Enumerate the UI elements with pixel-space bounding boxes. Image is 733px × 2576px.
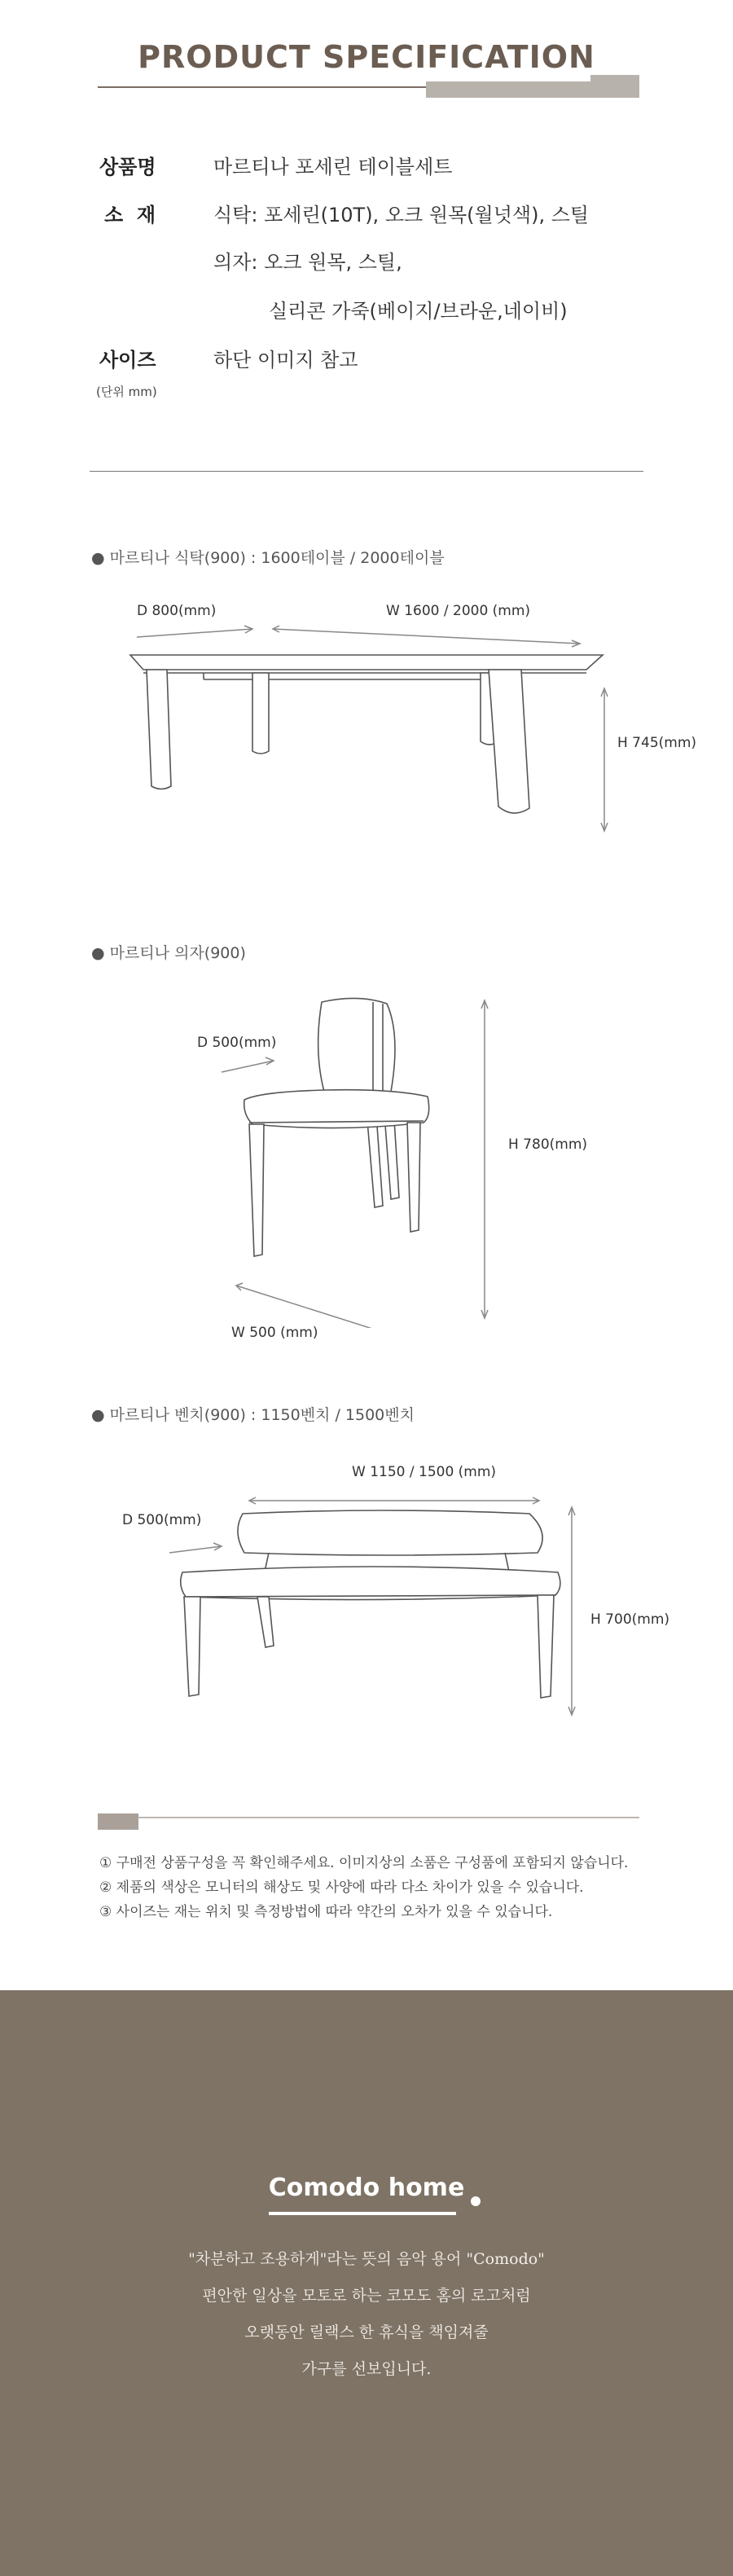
note-2: ② 제품의 색상은 모니터의 해상도 및 사양에 따라 다소 차이가 있을 수 있습니다. [99,1879,584,1896]
spec-name-value: 마르티나 포세린 테이블세트 [213,156,453,178]
notes-accent-bar [98,1813,138,1830]
chair-depth-label: D 500(mm) [197,1035,277,1051]
brand-logo-underline [269,2212,456,2215]
table-depth-label: D 800(mm) [137,603,217,619]
spec-material-line3: 실리콘 가죽(베이지/브라운,네이비) [269,300,568,323]
table-drawing [0,619,733,937]
bench-section-title: ● 마르티나 벤치(900) : 1150벤치 / 1500벤치 [91,1406,415,1424]
spec-material-line1: 식탁: 포세린(10T), 오크 원목(월넛색), 스틸 [213,204,590,226]
slogan-line-3: 오랫동안 릴랙스 한 휴식을 책임져줄 [244,2323,489,2341]
chair-height-label: H 780(mm) [508,1136,588,1153]
slogan-line-2: 편안한 일상을 모토로 하는 코모도 홈의 로고처럼 [202,2287,531,2305]
spec-material-line2: 의자: 오크 원목, 스틸, [213,251,402,274]
chair-width-label: W 500 (mm) [231,1325,318,1341]
note-3: ③ 사이즈는 재는 위치 및 측정방법에 따라 약간의 오차가 있을 수 있습니다. [99,1904,553,1920]
table-section-title: ● 마르티나 식탁(900) : 1600테이블 / 2000테이블 [91,549,445,567]
chair-section-title: ● 마르티나 의자(900) [91,944,246,962]
table-height-label: H 745(mm) [617,735,697,751]
brand-logo-dot [471,2196,481,2206]
title-accent-block [590,75,639,98]
slogan-line-1: "차분하고 조용하게"라는 뜻의 음악 용어 "Comodo" [188,2250,545,2268]
note-1: ① 구매전 상품구성을 꼭 확인해주세요. 이미지상의 소품은 구성품에 포함되지 않습니다. [99,1855,629,1871]
spec-name-label: 상품명 [99,156,156,178]
spec-divider [90,471,643,472]
chair-drawing [0,986,733,1328]
spec-size-unit: (단위 mm) [96,385,157,399]
slogan-line-4: 가구를 선보입니다. [301,2360,432,2378]
bench-drawing [0,1483,733,1743]
bench-height-label: H 700(mm) [590,1611,670,1628]
page-title: PRODUCT SPECIFICATION [138,39,595,75]
table-width-label: W 1600 / 2000 (mm) [386,603,531,619]
spec-size-value: 하단 이미지 참고 [213,349,358,371]
bench-width-label: W 1150 / 1500 (mm) [352,1464,497,1480]
bench-depth-label: D 500(mm) [122,1512,202,1528]
brand-logo: Comodo home [268,2174,465,2202]
spec-size-label: 사이즈 [99,349,156,371]
notes-divider [98,1817,639,1818]
spec-material-label: 소 재 [104,204,156,226]
